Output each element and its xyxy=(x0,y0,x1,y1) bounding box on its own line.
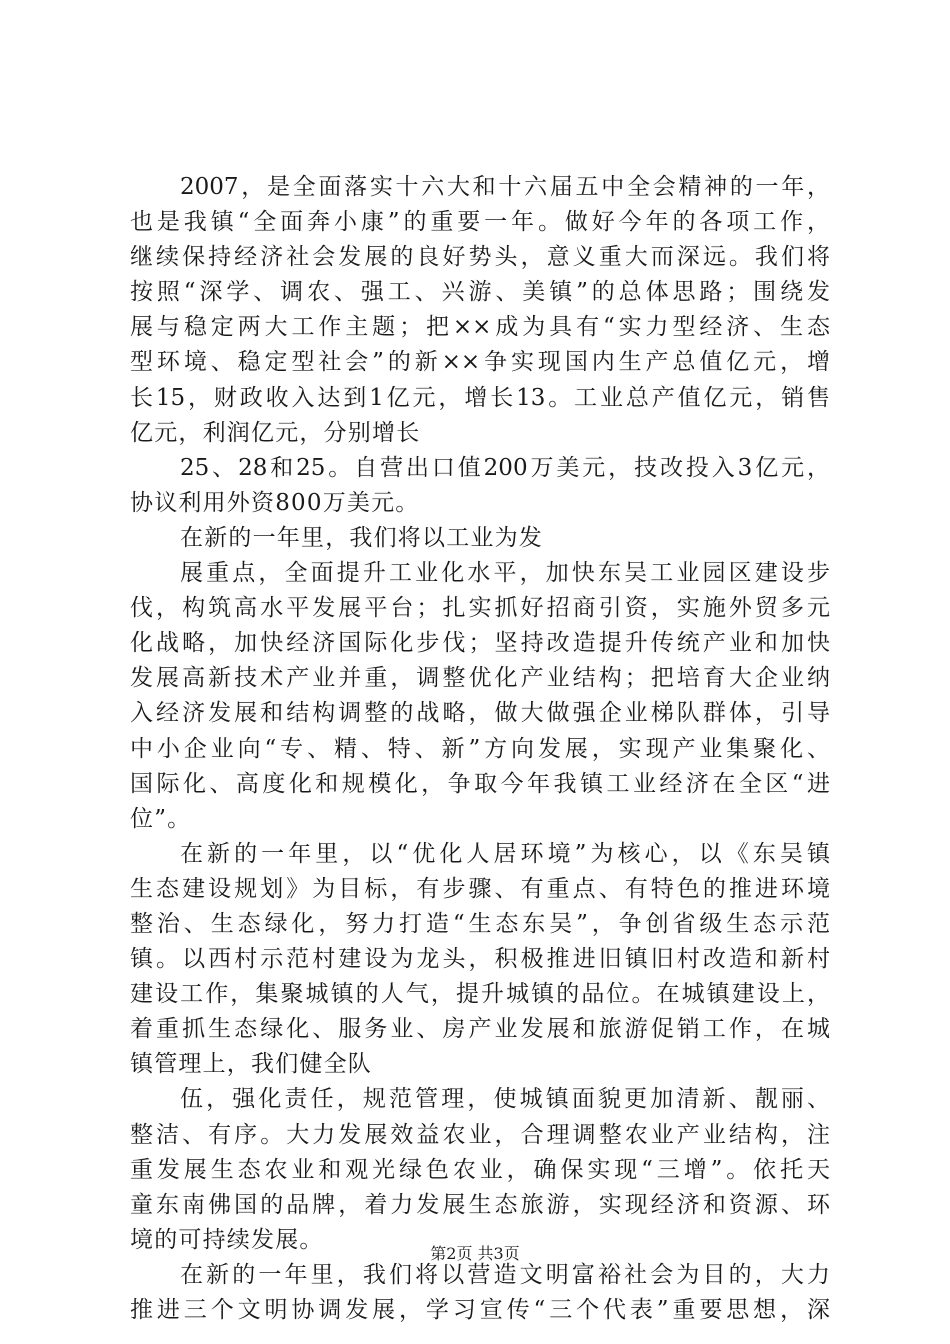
text-line: 在新的一年里，以“优化人居环境”为核心，以《东吴镇 xyxy=(180,840,830,867)
text-line: 推进三个文明协调发展，学习宣传“三个代表”重要思想，深 xyxy=(130,1297,830,1323)
text-line: 生态建设规划》为目标，有步骤、有重点、有特色的推进环境 xyxy=(130,875,830,902)
text-line: 伍，强化责任，规范管理，使城镇面貌更加清新、靓丽、 xyxy=(180,1086,830,1113)
text-line: 整洁、有序。大力发展效益农业，合理调整农业产业结构，注 xyxy=(130,1121,830,1148)
text-line: 协议利用外资800万美元。 xyxy=(130,489,420,516)
text-line: 亿元，利润亿元，分别增长 xyxy=(130,419,421,446)
text-line: 整治、生态绿化，努力打造“生态东吴”，争创省级生态示范 xyxy=(130,910,830,937)
text-line: 在新的一年里，我们将以工业为发 xyxy=(180,524,543,551)
text-line: 镇。以西村示范村建设为龙头，积极推进旧镇旧村改造和新村 xyxy=(130,946,830,973)
text-line: 重发展生态农业和观光绿色农业，确保实现“三增”。依托天 xyxy=(130,1156,830,1183)
text-line: 中小企业向“专、精、特、新”方向发展，实现产业集聚化、 xyxy=(130,735,830,762)
text-line: 国际化、高度化和规模化，争取今年我镇工业经济在全区“进 xyxy=(130,770,830,797)
text-line: 建设工作，集聚城镇的人气，提升城镇的品位。在城镇建设上， xyxy=(130,981,830,1008)
text-line: 境的可持续发展。 xyxy=(130,1226,324,1253)
text-line: 继续保持经济社会发展的良好势头，意义重大而深远。我们将 xyxy=(130,244,830,271)
text-line: 化战略，加快经济国际化步伐；坚持改造提升传统产业和加快 xyxy=(130,630,830,657)
text-line: 发展高新技术产业并重，调整优化产业结构；把培育大企业纳 xyxy=(130,665,830,692)
text-line: 在新的一年里，我们将以营造文明富裕社会为目的，大力 xyxy=(180,1261,830,1288)
text-line: 也是我镇“全面奔小康”的重要一年。做好今年的各项工作， xyxy=(130,209,830,236)
page-footer: 第2页 共3页 xyxy=(430,1244,520,1263)
text-line: 着重抓生态绿化、服务业、房产业发展和旅游促销工作，在城 xyxy=(130,1016,830,1043)
text-line: 伐，构筑高水平发展平台；扎实抓好招商引资，实施外贸多元 xyxy=(130,595,830,622)
text-line: 25、28和25。自营出口值200万美元，技改投入3亿元， xyxy=(180,454,830,481)
document-body xyxy=(130,170,830,1328)
text-line: 童东南佛国的品牌，着力发展生态旅游，实现经济和资源、环 xyxy=(130,1191,830,1218)
text-line: 长15，财政收入达到1亿元，增长13。工业总产值亿元，销售 xyxy=(130,384,830,411)
text-line: 镇管理上，我们健全队 xyxy=(130,1051,372,1078)
text-line: 位”。 xyxy=(130,805,192,832)
text-line: 按照“深学、调农、强工、兴游、美镇”的总体思路；围绕发 xyxy=(130,279,830,306)
text-line: 展重点，全面提升工业化水平，加快东吴工业园区建设步 xyxy=(180,560,830,587)
text-line: 型环境、稳定型社会”的新××争实现国内生产总值亿元，增 xyxy=(130,349,830,376)
text-line: 展与稳定两大工作主题；把××成为具有“实力型经济、生态 xyxy=(130,314,830,341)
text-line: 2007，是全面落实十六大和十六届五中全会精神的一年， xyxy=(180,174,830,200)
text-line: 入经济发展和结构调整的战略，做大做强企业梯队群体，引导 xyxy=(130,700,830,727)
